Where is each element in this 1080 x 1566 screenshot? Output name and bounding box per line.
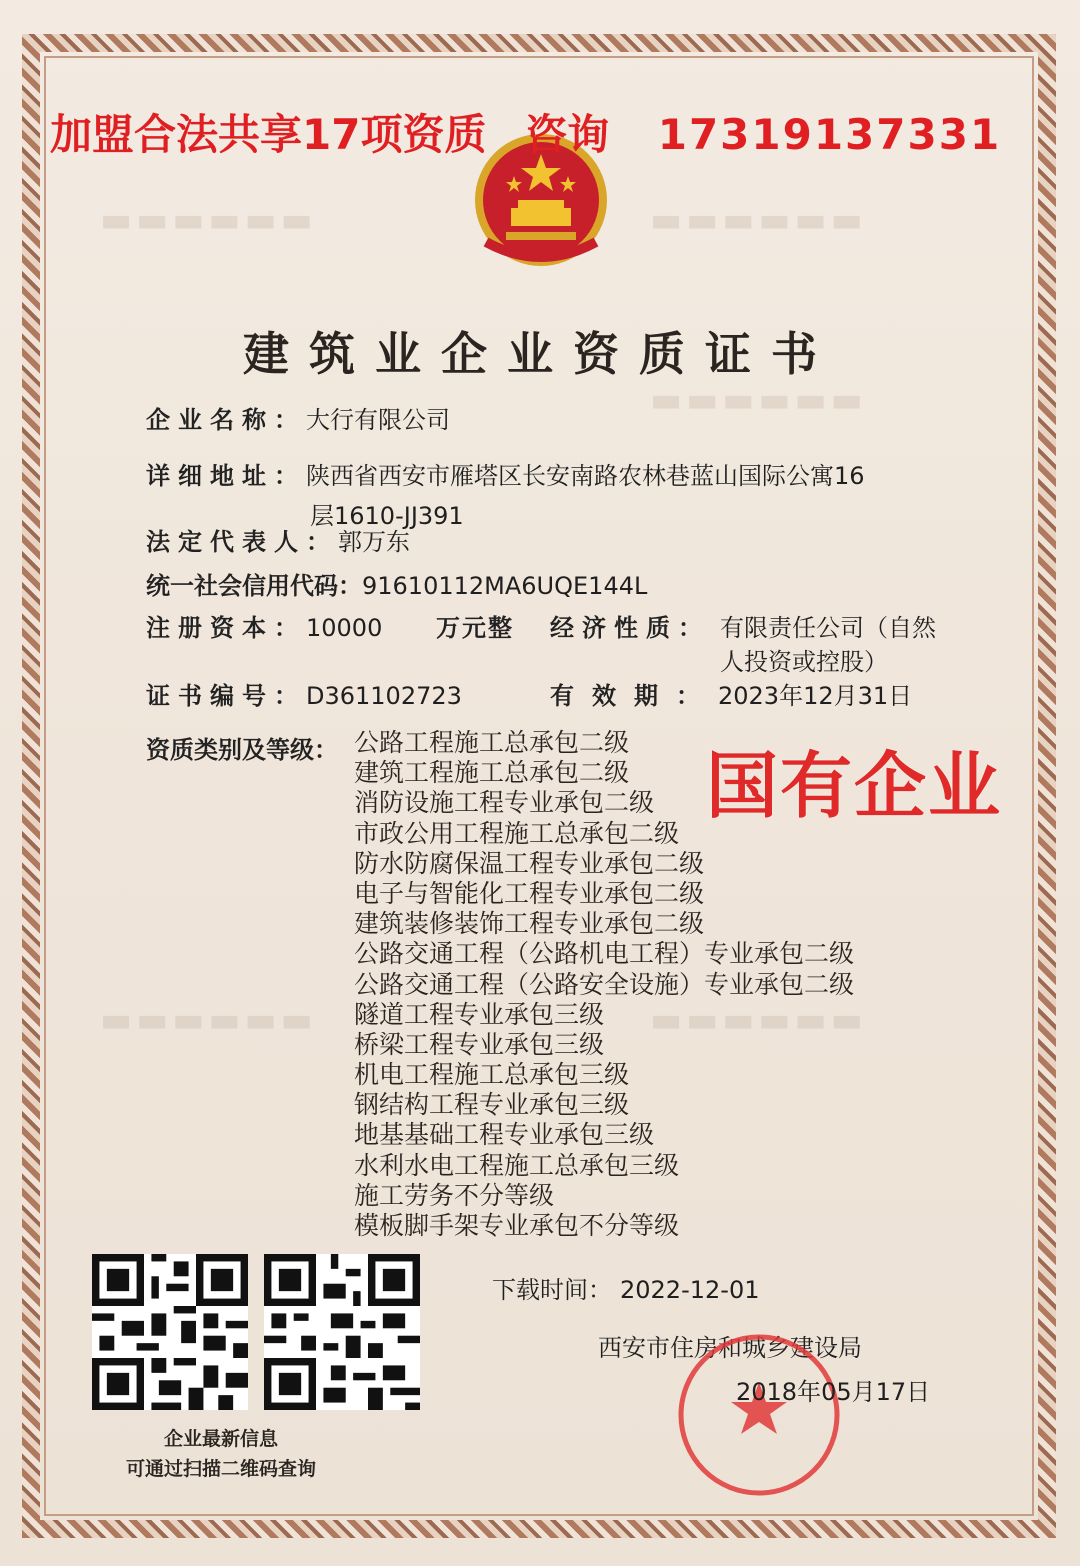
promo-phone[interactable]: 17319137331 xyxy=(657,110,1002,159)
download-time: 2022-12-01 xyxy=(620,1276,760,1304)
qualification-item: 施工劳务不分等级 xyxy=(354,1180,555,1210)
qualification-item: 地基基础工程专业承包三级 xyxy=(354,1120,655,1150)
qualification-item: 公路交通工程（公路机电工程）专业承包二级 xyxy=(354,939,855,969)
capital-unit: 万元整 xyxy=(436,614,514,642)
state-owned-overlay: 国有企业 xyxy=(706,744,1003,828)
legal-rep: 郭万东 xyxy=(338,528,410,556)
qualification-item: 公路交通工程（公路安全设施）专业承包二级 xyxy=(354,969,855,999)
credit-code: 91610112MA6UQE144L xyxy=(362,572,648,600)
watermark: ▬▬▬▬▬▬ xyxy=(650,1000,867,1040)
address-line-2: 层1610-JJ391 xyxy=(310,502,464,530)
watermark: ▬▬▬▬▬▬ xyxy=(100,200,317,240)
qr-caption-line-1: 企业最新信息 xyxy=(163,1428,278,1450)
qualification-item: 建筑装修装饰工程专业承包二级 xyxy=(354,909,705,939)
qr-code-right[interactable] xyxy=(264,1254,420,1410)
valid-label: 有效期： xyxy=(550,682,718,710)
credit-code-label: 统一社会信用代码： xyxy=(146,572,362,600)
issue-date: 2018年05月17日 xyxy=(736,1378,931,1406)
capital-unit-row xyxy=(436,608,514,643)
qualification-item: 市政公用工程施工总承包二级 xyxy=(354,818,680,848)
watermark: ▬▬▬▬▬▬ xyxy=(650,200,867,240)
qr-code-icon xyxy=(264,1254,420,1410)
company-name: 大行有限公司 xyxy=(306,406,450,434)
nature-label: 经济性质： xyxy=(550,614,710,642)
promo-consult: 咨询 xyxy=(525,110,610,159)
issue-date-row xyxy=(736,1372,930,1407)
cert-no-row xyxy=(146,676,462,711)
address-line-1: 陕西省西安市雁塔区长安南路农林巷蓝山国际公寓16 xyxy=(306,462,865,490)
promo-text: 加盟合法共享17项资质 xyxy=(50,110,487,159)
issuer: 西安市住房和城乡建设局 xyxy=(598,1334,862,1362)
nature-line-1: 有限责任公司（自然 xyxy=(720,614,936,642)
qr-code-icon xyxy=(92,1254,248,1410)
cert-no-label: 证书编号： xyxy=(146,682,306,710)
qr-code-left[interactable] xyxy=(92,1254,248,1410)
capital-label: 注册资本： xyxy=(146,614,306,642)
download-row xyxy=(492,1270,759,1305)
qualification-item: 防水防腐保温工程专业承包二级 xyxy=(354,848,705,878)
quals-label-row xyxy=(146,730,338,765)
company-label: 企业名称： xyxy=(146,406,306,434)
quals-label: 资质类别及等级： xyxy=(146,736,338,764)
watermark: ▬▬▬▬▬▬ xyxy=(100,1000,317,1040)
credit-code-row xyxy=(146,566,647,601)
qualification-item: 消防设施工程专业承包二级 xyxy=(354,788,655,818)
qr-caption xyxy=(96,1424,346,1484)
address-row xyxy=(146,456,865,491)
qualification-item: 模板脚手架专业承包不分等级 xyxy=(354,1211,680,1240)
legal-rep-label: 法定代表人： xyxy=(146,528,338,556)
nature-row xyxy=(550,608,710,643)
qualification-item: 水利水电工程施工总承包三级 xyxy=(354,1150,680,1180)
qualification-item: 隧道工程专业承包三级 xyxy=(354,999,605,1029)
address-label: 详细地址： xyxy=(146,462,306,490)
cert-no: D361102723 xyxy=(306,682,462,710)
qualification-item: 公路工程施工总承包二级 xyxy=(354,728,630,757)
company-name-row xyxy=(146,400,450,435)
nature-value-1 xyxy=(720,608,936,643)
qualification-item: 电子与智能化工程专业承包二级 xyxy=(354,878,705,908)
promo-banner xyxy=(50,102,1040,162)
legal-rep-row xyxy=(146,522,410,557)
qualification-item: 建筑工程施工总承包二级 xyxy=(354,758,630,788)
qr-caption-line-2: 可通过扫描二维码查询 xyxy=(125,1458,316,1480)
nature-value-2 xyxy=(720,642,888,677)
qualification-item: 钢结构工程专业承包三级 xyxy=(354,1090,630,1120)
valid-until: 2023年12月31日 xyxy=(718,682,913,710)
download-label: 下载时间： xyxy=(492,1276,612,1304)
capital-row xyxy=(146,608,382,643)
qualification-item: 机电工程施工总承包三级 xyxy=(354,1060,630,1090)
nature-line-2: 人投资或控股） xyxy=(720,648,888,676)
official-seal-icon xyxy=(674,1330,844,1500)
valid-row xyxy=(550,676,912,711)
certificate-title: 建筑业企业资质证书 xyxy=(243,327,837,381)
capital: 10000 xyxy=(306,614,383,642)
watermark: ▬▬▬▬▬▬ xyxy=(650,380,867,420)
qualification-item: 桥梁工程专业承包三级 xyxy=(354,1029,605,1059)
